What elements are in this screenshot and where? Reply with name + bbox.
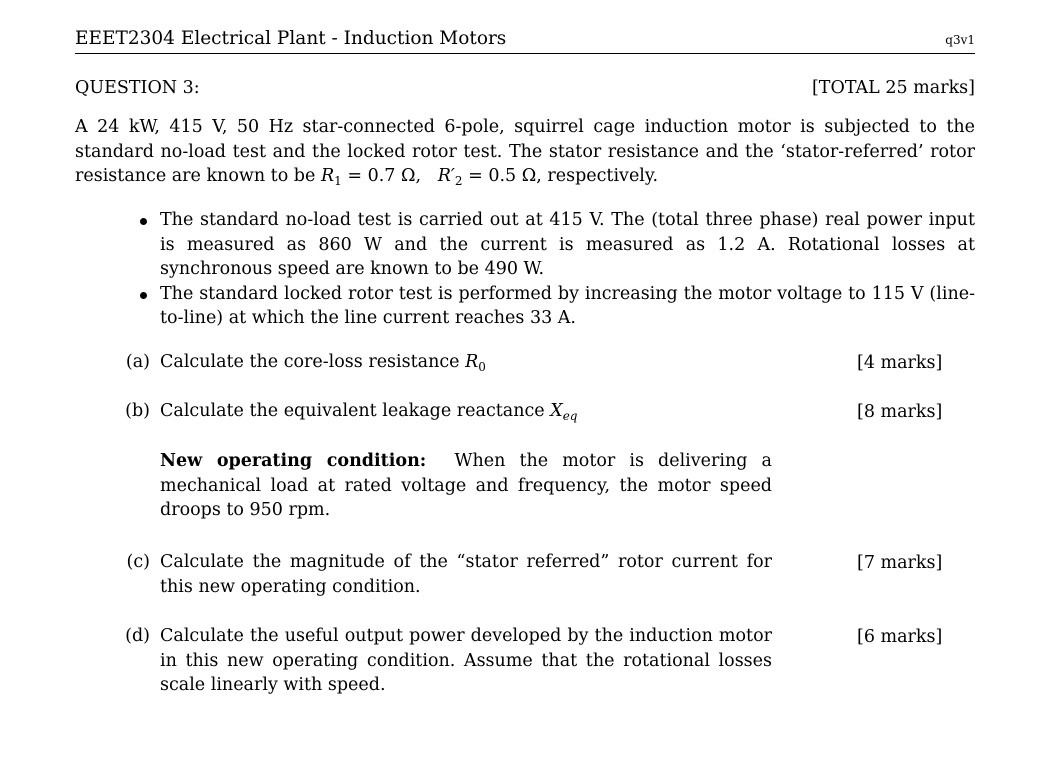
part-a-question: Calculate the core-loss resistance (160, 352, 466, 372)
test-conditions-list (160, 208, 975, 331)
header-title: EEET2304 Electrical Plant - Induction Motors (75, 28, 507, 49)
r2-symbol: R′ (437, 166, 455, 187)
part-b-symbol: X (550, 401, 563, 421)
r1-value: = 0.7 Ω, (341, 166, 422, 187)
part-a-marks: [4 marks] (857, 353, 943, 373)
new-operating-condition (160, 449, 772, 523)
part-b-text (160, 399, 772, 424)
part-d-marks: [6 marks] (857, 627, 943, 647)
r1-subscript: 1 (334, 174, 342, 189)
list-item (160, 208, 975, 282)
question-heading (75, 76, 975, 102)
part-a-label: (a) (125, 352, 150, 372)
part-c-label: (c) (126, 552, 150, 572)
bullet-icon (140, 218, 147, 225)
question-total-marks: [TOTAL 25 marks] (811, 78, 975, 98)
part-b-question: Calculate the equivalent leakage reactance (160, 401, 551, 421)
header-code: q3v1 (945, 33, 975, 47)
r1-symbol: R (320, 166, 335, 187)
new-condition-text: When the motor is delivering a mechanical load at rated voltage and frequency, the motor speed droops to 950 rpm. (160, 451, 772, 521)
part-a-subscript: 0 (478, 360, 486, 374)
list-item (160, 282, 975, 331)
part-d-label: (d) (125, 626, 150, 646)
part-b-marks: [8 marks] (857, 402, 943, 422)
intro-text: A 24 kW, 415 V, 50 Hz star-connected 6-pole, squirrel cage induction motor is subjected to the standard no-load test and the locked rotor test. The stator resistance and the ‘stator-referred’ rotor resistance are known to be (75, 117, 975, 187)
part-b-label: (b) (125, 401, 150, 421)
bullet-text-no-load: The standard no-load test is carried out at 415 V. The (total three phase) real power input is measured as 860 W and the current is measured as 1.2 A. Rotational losses at synchronous speed are known to be 490 W. (160, 210, 975, 280)
r2-subscript: 2 (454, 174, 463, 189)
page-header (75, 27, 975, 54)
part-a-symbol: R (465, 352, 479, 372)
part-a-text (160, 350, 772, 375)
bullet-icon (140, 292, 147, 299)
bullet-text-locked-rotor: The standard locked rotor test is performed by increasing the motor voltage to 115 V (line-to-line) at which the line current reaches 33 A. (160, 283, 975, 329)
part-d-text: Calculate the useful output power developed by the induction motor in this new operating condition. Assume that the rotational losses scale linearly with speed. (160, 626, 772, 696)
part-b-subscript: eq (562, 409, 578, 423)
new-condition-heading: New operating condition: (160, 451, 427, 471)
question-label: QUESTION 3: (75, 78, 200, 98)
r2-value: = 0.5 Ω, respectively. (462, 166, 659, 187)
part-c-text: Calculate the magnitude of the “stator referred” rotor current for this new operating condition. (160, 552, 772, 597)
part-c-marks: [7 marks] (857, 553, 943, 573)
question-intro (75, 115, 975, 189)
